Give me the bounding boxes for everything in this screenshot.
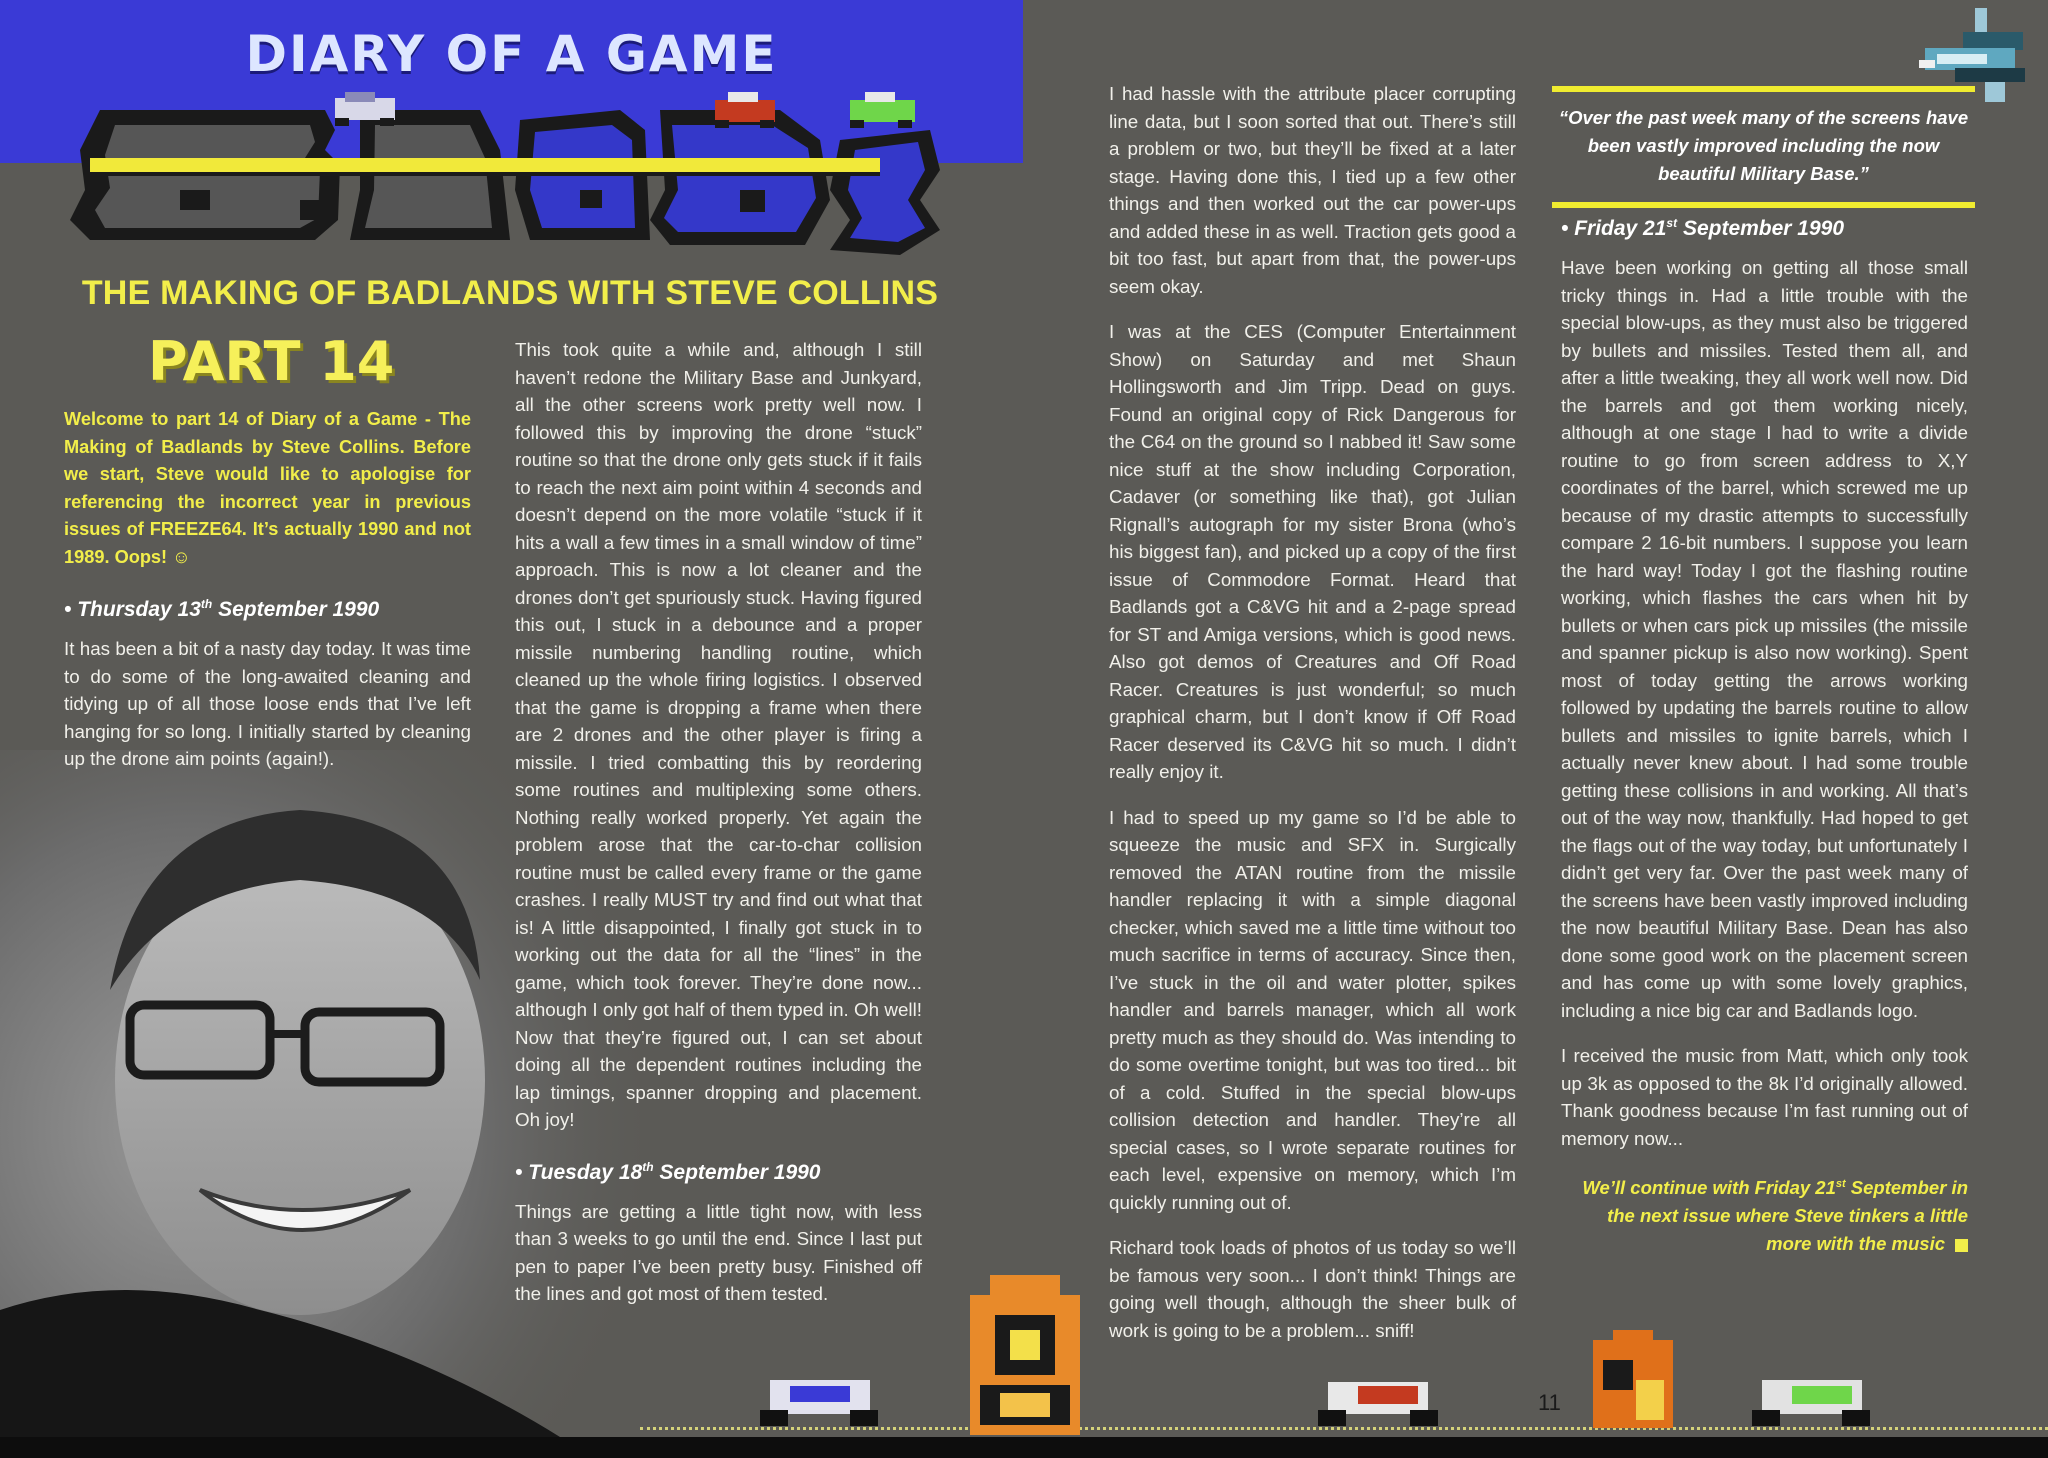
end-square-icon [1955, 1239, 1968, 1252]
outro-text: We’ll continue with Friday 21st September in the next issue where Steve tinkers a little more with the music [1582, 1177, 1968, 1255]
car-sprite-red-icon [1318, 1372, 1448, 1430]
pull-quote [1552, 86, 1975, 208]
column-3 [1109, 80, 1516, 1362]
robot-sprite-icon [950, 1275, 1100, 1440]
column-1 [64, 406, 471, 791]
car-sprite-green-icon [1752, 1370, 1882, 1430]
paragraph: This took quite a while and, although I still haven’t redone the Military Base and Junkyard, all the other screens work pretty well now. I followed this by improving the drone “stuck” routine so that the drone only gets stuck if it fails to reach the next aim point within 4 seconds and doesn’t depend on the more volatile “stuck if it hits a wall a few times in a small window of time” approach. This is now a lot cleaner and the drones don’t get spuriously stuck. Having figured this out, I stuck in a debounce and a proper missile numbering handling routine, which cleaned up the whole firing logistics. I observed that the game is dropping a frame when there are 2 drones and the other player is firing a missile. I tried combatting this by reordering some routines and multiplexing some others. Nothing really worked properly. Yet again the problem arose that the car-to-char collision routine must be called every frame or the game crashes. I really MUST try and find out what that is! A little disappointed, I finally got stuck in to working out the data for all the “lines” in the game, which took forever. They’re done now... although I only got half of them typed in. Oh well! Now that they’re figured out, I can set about doing all the dependent routines including the lap timings, spanner dropping and placement. Oh joy! [515, 339, 922, 1130]
car-sprite-blue-icon [760, 1370, 890, 1430]
paragraph: I had hassle with the attribute placer corrupting line data, but I soon sorted that out. There’s still a problem or two, but they’ll be fixed at a later stage. Having done this, I tied up a few other things and then worked out the car power-ups and added these in as well. Traction gets good a bit too fast, but apart from that, the power-ups seem okay. [1109, 83, 1516, 297]
badlands-logo [60, 70, 970, 285]
paragraph: Richard took loads of photos of us today so we’ll be famous very soon... I don’t think! Things are going well though, although the sheer bulk of work is going to be a problem... sniff! [1109, 1237, 1516, 1341]
logo-car-green [850, 92, 915, 128]
diary-heading-friday: • Friday 21st September 1990 [1561, 216, 1845, 240]
article-subtitle: THE MAKING OF BADLANDS WITH STEVE COLLINS [81, 274, 939, 312]
diary-heading-thursday: • Thursday 13th September 1990 [64, 597, 380, 621]
diary-heading-tuesday: • Tuesday 18th September 1990 [515, 1159, 821, 1184]
part-heading: PART 14 [148, 330, 395, 393]
column-2 [515, 336, 922, 1326]
paragraph: I was at the CES (Computer Entertainment Show) on Saturday and met Shaun Hollingsworth and Jim Tripp. Dead on guys. Found an original copy of Rick Dangerous for the C64 on the ground so I nabbed it! Saw some nice stuff at the show including Corporation, Cadaver (or something like that), got Julian Rignall’s autograph for my sister Brona (who’s his biggest fan), and picked up a copy of the first issue of Commodore Format. Heard that Badlands got a C&VG hit and a 2-page spread for ST and Amiga versions, which is good news. Also got demos of Creatures and Off Road Racer. Creatures is just wonderful; so much graphical charm, but I don’t know if Off Road Racer deserved its C&VG hit so much. I didn’t really enjoy it. [1109, 321, 1516, 782]
paragraph: Things are getting a little tight now, with less than 3 weeks to go until the end. Since I last put pen to paper I’ve been pretty busy. Finished off the lines and got most of them tested. [515, 1200, 922, 1304]
column-4 [1561, 206, 1968, 1276]
bottom-bar [0, 1437, 2048, 1458]
paragraph: It has been a bit of a nasty day today. It was time to do some of the long-awaited cleaning and tidying up of all those loose ends that I’ve left hanging for so long. I initially started by cleaning up the drone aim points (again!). [64, 638, 471, 769]
jet-sprite-icon [1915, 8, 2035, 118]
page-number: 11 [1538, 1390, 1561, 1415]
magazine-title: DIARY OF A GAME [245, 25, 778, 83]
paragraph: I had to speed up my game so I’d be able to squeeze the music and SFX in. Surgically removed the ATAN routine from the missile handler replacing it with a simple diagonal checker, which saved me a little time without too much sacrifice in terms of accuracy. Since then, I’ve stuck in the oil and water plotter, spikes handler and barrels manager, which all work pretty much as they should do. Was intending to do some overtime tonight, but was too tired... bit of a cold. Stuffed in the special blow-ups collision detection and handler. They’re all special cases, so I wrote separate routines for each level, expensive on memory, which I’m quickly running out of. [1109, 806, 1516, 1213]
paragraph: I received the music from Matt, which only took up 3k as opposed to the 8k I’d originally allowed. Thank goodness because I’m fast running out of memory now... [1561, 1045, 1968, 1149]
logo-letters [70, 110, 940, 255]
fire-sprite-icon [1578, 1330, 1688, 1430]
paragraph: Have been working on getting all those small tricky things in. Had a little trouble with the special blow-ups, as they must also be triggered by bullets and missiles. Tested them all, and after a little tweaking, they all work well now. Did the barrels and got them working nicely, although at one stage I had to write a divide routine to go from screen address to X,Y coordinates of the barrel, which screwed me up because of my drastic attempts to successfully compare 2 16-bit numbers. I suppose you learn the hard way! Today I got the flashing routine working, which flashes the cars when hit by bullets or when cars pick up missiles (the missile and spanner pickup is also now working). Spent most of today getting the arrows working followed by updating the barrels routine to allow bullets and missiles to ignite barrels, which I actually never knew about. I had some trouble getting these collisions in and working. All that’s out of the way now, thankfully. Had hoped to get the flags out of the way today, but unfortunately I didn’t get very far. Over the past week many of the screens have been vastly improved including the now beautiful Military Base. Dean has also done some good work on the placement screen and has come up with some lovely graphics, including a nice big car and Badlands logo. [1561, 257, 1968, 1021]
intro-text: Welcome to part 14 of Diary of a Game - The Making of Badlands by Steve Collins. Before we start, Steve would like to apologise for referencing the incorrect year in previous issues of FREEZE64. It’s actually 1990 and not 1989. Oops! ☺ [64, 409, 471, 567]
pull-quote-text: “Over the past week many of the screens have been vastly improved including the now beautiful Military Base.” [1558, 107, 1969, 184]
